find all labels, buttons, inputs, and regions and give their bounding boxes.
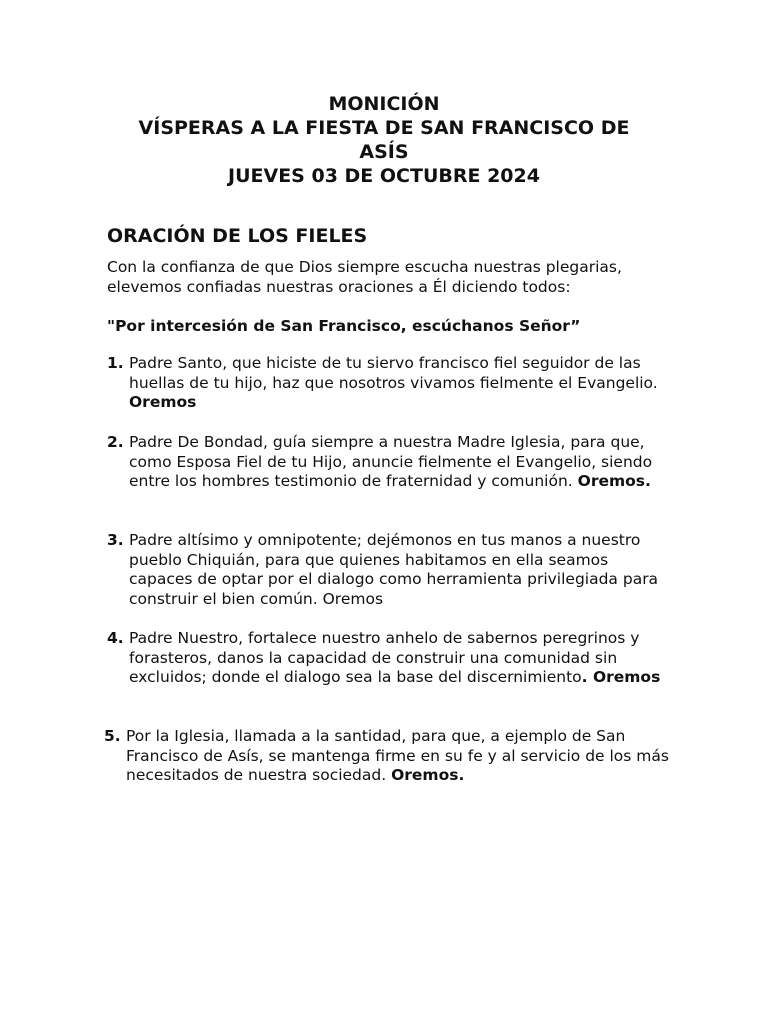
- title-line-date: JUEVES 03 DE OCTUBRE 2024: [228, 165, 540, 187]
- petition-closing: Oremos.: [577, 472, 651, 491]
- petition-text: Padre altísimo y omnipotente; dejémonos en tus manos a nuestro pueblo Chiquián, para que quienes habitamos en ella seamos capaces de optar por el dialogo como herramienta privilegiada para construir el bien común. Oremos: [129, 531, 659, 609]
- petition-text-block: [129, 433, 669, 492]
- intro-paragraph: Con la confianza de que Dios siempre escucha nuestras plegarias, elevemos confiadas nuestras oraciones a Él diciendo todos:: [107, 258, 622, 296]
- petition-number: 1.: [107, 354, 124, 372]
- petition-closing: Oremos.: [391, 766, 465, 785]
- title-line-monicion: MONICIÓN: [328, 93, 440, 115]
- petition-text-block: [126, 727, 671, 786]
- title-line-asis: ASÍS: [359, 141, 409, 163]
- title-line-visperas: VÍSPERAS A LA FIESTA DE SAN FRANCISCO DE: [138, 117, 630, 139]
- petition-closing: Oremos: [129, 393, 197, 412]
- petition-text: Por la Iglesia, llamada a la santidad, para que, a ejemplo de San Francisco de Asís, se mantenga firme en su fe y al servicio de los más necesitados de nuestra sociedad.: [126, 727, 669, 785]
- petition-text: Padre Santo, que hiciste de tu siervo francisco fiel seguidor de las huellas de tu hijo, haz que nosotros vivamos fielmente el Evangelio.: [129, 354, 658, 392]
- petition-number: 3.: [107, 531, 124, 549]
- response-line: "Por intercesión de San Francisco, escúchanos Señor”: [107, 317, 581, 335]
- document-title: [100, 92, 668, 188]
- petition-number: 2.: [107, 433, 124, 451]
- petition-number: 5.: [104, 727, 121, 745]
- petition-text: Padre Nuestro, fortalece nuestro anhelo de sabernos peregrinos y forasteros, danos la capacidad de construir una comunidad sin excluidos; donde el dialogo sea la base del discernimiento: [129, 629, 640, 687]
- petition-number: 4.: [107, 629, 124, 647]
- petition-text: Padre De Bondad, guía siempre a nuestra Madre Iglesia, para que, como Esposa Fiel de tu Hijo, anuncie fielmente el Evangelio, siendo entre los hombres testimonio de fraternidad y comunión.: [129, 433, 653, 491]
- section-heading: ORACIÓN DE LOS FIELES: [107, 225, 368, 247]
- petition-text-block: [129, 629, 669, 688]
- petition-text-block: [129, 531, 669, 610]
- petition-closing: . Oremos: [581, 668, 661, 687]
- petition-text-block: [129, 354, 669, 413]
